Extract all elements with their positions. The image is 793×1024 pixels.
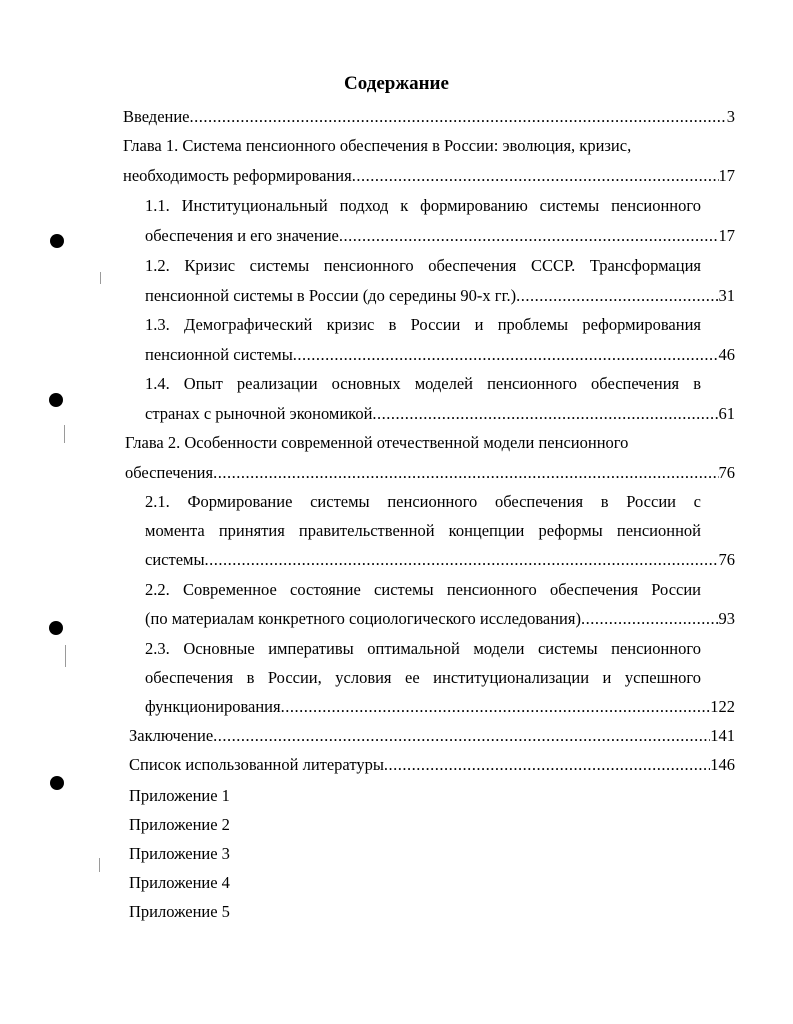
dot-leader xyxy=(516,286,718,306)
punch-hole xyxy=(50,776,64,790)
toc-entry-chapter-1-line: Глава 1. Система пенсионного обеспечения в России: эволюция, кризис, xyxy=(123,136,632,155)
toc-entry-text: функционирования xyxy=(145,697,281,716)
toc-entry-text: пенсионной системы xyxy=(145,345,293,364)
toc-entry-conclusion[interactable] xyxy=(129,726,735,746)
toc-entry-intro[interactable] xyxy=(123,107,735,127)
toc-entry-text: странах с рыночной экономикой xyxy=(145,404,373,423)
toc-entry-1-3[interactable] xyxy=(145,345,735,365)
toc-entry-text: Заключение xyxy=(129,726,214,745)
dot-leader xyxy=(213,726,710,746)
toc-page-number: 141 xyxy=(710,726,735,745)
toc-appendix[interactable]: Приложение 2 xyxy=(129,815,230,834)
toc-page-number: 46 xyxy=(718,345,735,364)
toc-entry-references[interactable] xyxy=(129,755,735,775)
toc-entry-2-2-line: 2.2. Современное состояние системы пенсионного обеспечения России xyxy=(145,580,701,599)
dot-leader xyxy=(581,609,719,629)
toc-page-number: 122 xyxy=(710,697,735,716)
toc-entry-1-1-line: 1.1. Институциональный подход к формированию системы пенсионного xyxy=(145,196,701,215)
toc-entry-text: необходимость реформирования xyxy=(123,166,352,185)
punch-hole xyxy=(49,621,63,635)
page-title: Содержание xyxy=(344,73,449,94)
toc-entry-1-2-line: 1.2. Кризис системы пенсионного обеспечения СССР. Трансформация xyxy=(145,256,701,275)
toc-entry-2-1[interactable] xyxy=(145,550,735,570)
toc-entry-text: пенсионной системы в России (до середины 90-х гг.) xyxy=(145,286,517,305)
dot-leader xyxy=(190,107,727,127)
toc-entry-1-2[interactable] xyxy=(145,286,735,306)
toc-entry-1-3-line: 1.3. Демографический кризис в России и проблемы реформирования xyxy=(145,315,701,334)
toc-page-number: 76 xyxy=(718,550,735,569)
dot-leader xyxy=(293,345,719,365)
dot-leader xyxy=(205,550,719,570)
dot-leader xyxy=(213,463,718,483)
toc-entry-chapter-1[interactable] xyxy=(123,166,735,186)
toc-entry-2-1-line: момента принятия правительственной концепции реформы пенсионной xyxy=(145,521,701,540)
toc-entry-2-1-line: 2.1. Формирование системы пенсионного обеспечения в России с xyxy=(145,492,701,511)
dot-leader xyxy=(384,755,710,775)
punch-hole xyxy=(50,234,64,248)
dot-leader xyxy=(339,226,719,246)
dot-leader xyxy=(352,166,719,186)
toc-entry-1-1[interactable] xyxy=(145,226,735,246)
toc-page-number: 76 xyxy=(718,463,735,482)
toc-entry-text: Список использованной литературы xyxy=(129,755,384,774)
scan-mark xyxy=(65,645,66,667)
toc-entry-text: обеспечения и его значение xyxy=(145,226,339,245)
toc-entry-text: (по материалам конкретного социологического исследования) xyxy=(145,609,581,628)
toc-page-number: 17 xyxy=(718,166,735,185)
toc-entry-text: обеспечения xyxy=(125,463,214,482)
toc-entry-2-3-line: 2.3. Основные императивы оптимальной модели системы пенсионного xyxy=(145,639,701,658)
toc-entry-text: системы xyxy=(145,550,205,569)
scan-mark xyxy=(64,425,65,443)
dot-leader xyxy=(372,404,718,424)
toc-appendix[interactable]: Приложение 1 xyxy=(129,786,230,805)
toc-appendix[interactable]: Приложение 4 xyxy=(129,873,230,892)
toc-page-number: 61 xyxy=(718,404,735,423)
toc-entry-2-3-line: обеспечения в России, условия ее институционализации и успешного xyxy=(145,668,701,687)
toc-appendix[interactable]: Приложение 3 xyxy=(129,844,230,863)
toc-entry-chapter-2-line: Глава 2. Особенности современной отечественной модели пенсионного xyxy=(125,433,629,452)
toc-appendix[interactable]: Приложение 5 xyxy=(129,902,230,921)
toc-entry-text: Введение xyxy=(123,107,190,126)
toc-page-number: 146 xyxy=(710,755,735,774)
toc-page-number: 3 xyxy=(726,107,735,126)
toc-page-number: 31 xyxy=(718,286,735,305)
scan-mark xyxy=(100,272,101,284)
toc-entry-2-2[interactable] xyxy=(145,609,735,629)
punch-hole xyxy=(49,393,63,407)
toc-entry-1-4[interactable] xyxy=(145,404,735,424)
toc-page-number: 17 xyxy=(718,226,735,245)
toc-entry-2-3[interactable] xyxy=(145,697,735,717)
toc-entry-1-4-line: 1.4. Опыт реализации основных моделей пенсионного обеспечения в xyxy=(145,374,701,393)
dot-leader xyxy=(281,697,711,717)
scan-mark xyxy=(99,858,100,872)
toc-page-number: 93 xyxy=(718,609,735,628)
toc-entry-chapter-2[interactable] xyxy=(125,463,735,483)
